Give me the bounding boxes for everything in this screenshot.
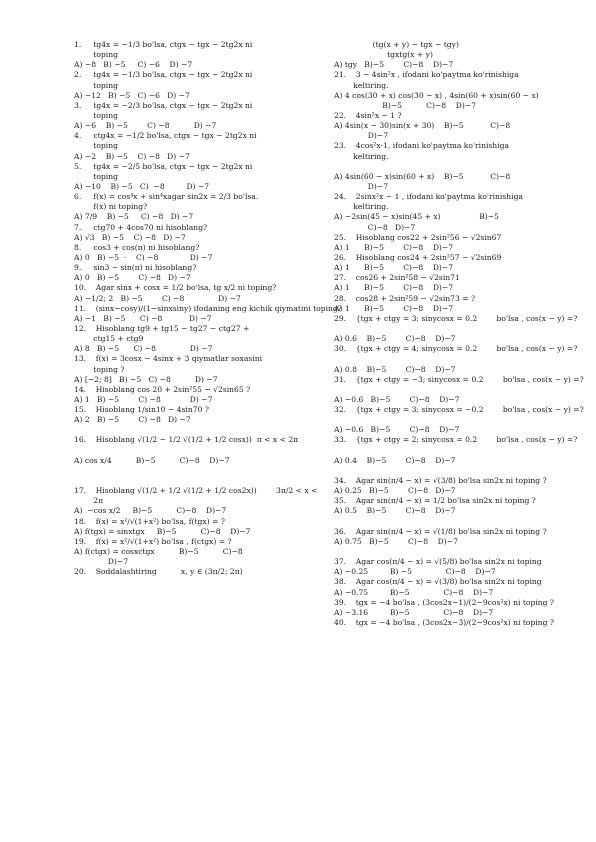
left-column-line: A) 2 B) −5 C) −8 D) −7 <box>74 415 191 425</box>
left-column-line: 12. Hisoblang tg9 + tg15 − tg27 − ctg27 + <box>74 323 250 333</box>
right-column-line: 31. {tgx + ctgy = −3; sinycosx = 0.2 bo'lsa , cos(x − y) =? <box>334 374 584 384</box>
left-column-line <box>74 425 302 435</box>
right-column-line: A) −2sin(45 − x)sin(45 + x) B)−5 <box>334 212 499 222</box>
right-column-line <box>334 385 570 395</box>
right-column-line: A) 0.5 B)−5 C)−8 D)−7 <box>334 506 456 516</box>
left-column-line: toping <box>74 171 118 181</box>
left-column-line: A) 0 B) −5 C) −8 D) −7 <box>74 273 191 283</box>
left-column-line: A) −8 B) −5 C) −6 D) −7 <box>74 60 193 70</box>
left-column-line: 9. sin3 − sin(π) ni hisoblang? <box>74 263 197 273</box>
right-column <box>334 40 584 628</box>
right-column-line: 21. 3 − 4sin²x , ifodani ko'paytma ko'rinishiga <box>334 70 519 80</box>
right-column-line: 32. {tgx + ctgy = 3; sinycosx = −0.2 bo'lsa , cos(x − y) =? <box>334 405 584 415</box>
left-column-line <box>74 476 302 486</box>
left-column-line: 7. ctg70 + 4cos70 ni hisoblang? <box>74 222 208 232</box>
right-column-line: 40. tgx = −4 bo'lsa , (3cos2x−3)/(2−9cos²x) ni toping ? <box>334 618 554 628</box>
left-column-line: 18. f(x) = x²/√(1+x²) bo'lsa, f(tgx) = ? <box>74 516 225 526</box>
right-column-line: A) 4sin(x − 30)sin(x + 30) B)−5 C)−8 <box>334 121 511 131</box>
right-column-line: 28. cos28 + 2sin²59 − √2sin73 = ? <box>334 293 476 303</box>
left-column-line: A) −10 B) −5 C) −8 D) −7 <box>74 181 210 191</box>
left-column-line: 16. Hisoblang √(1/2 − 1/2 √(1/2 + 1/2 cosx)) π < x < 2π <box>74 435 299 445</box>
right-column-line: 30. {tgx + ctgy = 4; sinycosx = 0.2 bo'lsa , cos(x − y) =? <box>334 344 578 354</box>
right-column-line <box>334 324 570 334</box>
right-column-line: D)−7 <box>334 181 389 191</box>
left-column-line: A) 8 B) −5 C) −8 D) −7 <box>74 344 213 354</box>
left-column-line: A) −2 B) −5 C) −8 D) −7 <box>74 151 190 161</box>
left-column-line: A) −1 B) −5 C) −8 D) −7 <box>74 313 212 323</box>
right-column-line: 23. 4cos²x-1, ifodani ko'paytma ko'rinishiga <box>334 141 510 151</box>
left-column-line <box>74 466 302 476</box>
right-column-line <box>334 162 570 172</box>
right-column-line: 37. Agar cos(π/4 − x) = √(5/8) bo'lsa sin2x ni toping <box>334 557 542 567</box>
left-column-line: A) −12 B) −5 C) −6 D) −7 <box>74 90 190 100</box>
right-column-line: A) −0.6 B)−5 C)−8 D)−7 <box>334 425 460 435</box>
right-column-line: 33. {tgx + ctgy = 2; sinycosx = 0.2 bo'lsa , cos(x − y) =? <box>334 435 578 445</box>
right-column-line: B)−5 C)−8 D)−7 <box>334 100 477 110</box>
left-column-line: 2. tg4x = −1/3 bo'lsa, ctgx − tgx − 2tg2x ni <box>74 70 253 80</box>
right-column-line: C)−8 D)−7 <box>334 222 416 232</box>
right-column-line: 24. 2sinx²x − 1 , ifodani ko'paytma ko'rinishiga <box>334 192 523 202</box>
left-column-line: A) [−2; 8] B) −5 C) −8 D) −7 <box>74 374 218 384</box>
right-column-line: A) 0.6 B)−5 C)−8 D)−7 <box>334 334 456 344</box>
left-column-line: 14. Hisoblang cos 20 + 2sin²55 − √2sin65 ? <box>74 384 251 394</box>
right-column-line: A) 0.8 B)−5 C)−8 D)−7 <box>334 364 456 374</box>
right-column-line: A) 1 B)−5 C)−8 D)−7 <box>334 263 454 273</box>
right-column-line: A) 1 B)−5 C)−8 D)−7 <box>334 242 454 252</box>
right-column-line <box>334 466 570 476</box>
left-column-line: 5. tg4x = −2/5 bo'lsa, ctgx − tgx − 2tg2x ni <box>74 161 253 171</box>
left-column-line: 19. f(x) = x²/√(1+x²) bo'lsa , f(ctgx) = ? <box>74 536 232 546</box>
left-column-line: toping <box>74 80 118 90</box>
left-column-line: 20. Soddalashtiring x, y ∈ (3π/2; 2π) <box>74 567 243 577</box>
right-column-line: keltiring. <box>334 80 389 90</box>
right-column-line: A) −3.16 B)−5 C)−8 D)−7 <box>334 607 494 617</box>
left-column-line: toping ? <box>74 364 125 374</box>
right-column-line: D)−7 <box>334 131 389 141</box>
left-column-line: A) f(ctgx) = cosxctgx B)−5 C)−8 <box>74 547 243 557</box>
right-column-line: keltiring. <box>334 151 389 161</box>
left-column-line: f(x) ni toping? <box>74 202 148 212</box>
left-column-line: A) 0 B) −5 · C) −8 D) −7 <box>74 252 213 262</box>
left-column-line: A) −1/2; 2 B) −5 C) −8 D) −7 <box>74 293 241 303</box>
left-column-line <box>74 446 302 456</box>
left-column-line: 10. Agar sinx + cosx = 1/2 bo'lsa, tg x/2 ni toping? <box>74 283 277 293</box>
left-column-line: 11. (sinx−cosy)/(1−sinxsiny) ifodaning eng kichik qiymatini toping? <box>74 303 342 313</box>
left-column-line: 13. f(x) = 3cosx − 4sinx + 3 qiymatlar soxasini <box>74 354 263 364</box>
right-column-line: tgxtg(x + y) <box>334 50 433 60</box>
right-column-line: 29. {tgx + ctgy = 3; sinycosx = 0.2 bo'lsa , cos(x − y) =? <box>334 313 578 323</box>
right-column-line <box>334 354 570 364</box>
left-column-line: 1. tg4x = −1/3 bo'lsa, ctgx − tgx − 2tg2x ni <box>74 40 253 49</box>
right-column-line: 22. 4sin²x − 1 ? <box>334 110 402 120</box>
right-column-line: A) 0.4 B)−5 C)−8 D)−7 <box>334 455 456 465</box>
right-column-line: A) 0.25 B)−5 C)−8 D)−7 <box>334 486 456 496</box>
left-column-line: 3. tg4x = −2/3 bo'lsa, ctgx − tgx − 2tg2x ni <box>74 100 253 110</box>
right-column-line: A) 0.75 B)−5 C)−8 D)−7 <box>334 536 458 546</box>
right-column-line: A) 4 cos(30 + x) cos(30 − x) , 4sin(60 + x)sin(60 − x) <box>334 90 539 100</box>
left-column-line: A) cos x/4 B)−5 C)−8 D)−7 <box>74 455 230 465</box>
right-column-line: A) −0.6 B)−5 C)−8 D)−7 <box>334 394 460 404</box>
left-column-line: 6. f(x) = cos⁴x + sin⁴xagar sin2x = 2/3 bo'lsa. <box>74 192 259 202</box>
right-column-line: keltiring. <box>334 202 389 212</box>
right-column-line: 25. Hisoblang cos22 + 2sin²56 − √2sin67 <box>334 232 502 242</box>
right-column-line: 36. Agar sin(π/4 − x) = √(1/8) bo'lsa sin2x ni toping ? <box>334 526 547 536</box>
left-column-line: A) 1 B) −5 C) −8 D) −7 <box>74 394 213 404</box>
right-column-line: A) −0.75 B)−5 C)−8 D)−7 <box>334 587 494 597</box>
left-column-line: 2π <box>74 496 104 506</box>
right-column-line <box>334 446 570 456</box>
right-column-line: A) 1 B)−5 C)−8 D)−7 <box>334 303 454 313</box>
right-column-line: 34. Agar sin(π/4 − x) = √(3/8) bo'lsa sin2x ni toping ? <box>334 476 547 486</box>
left-column-line: A) f(tgx) = sinxtgx B)−5 C)−8 D)−7 <box>74 526 251 536</box>
left-column-line: A) √3 B) −5 C) −8 D) −7 <box>74 232 186 242</box>
left-column-line: ctg15 + ctg9 <box>74 334 144 344</box>
left-column-line: A) −6 B) −5 C) −8 D) −7 <box>74 121 217 131</box>
right-column-line <box>334 547 570 557</box>
left-column-line: A) −cos x/2 B)−5 C)−8 D)−7 <box>74 506 227 516</box>
right-column-line: A) 1 B)−5 C)−8 D)−7 <box>334 283 454 293</box>
right-column-line <box>334 517 570 527</box>
right-column-line: A) −0.25 B) −5 C)−8 D)−7 <box>334 567 496 577</box>
left-column-line: toping <box>74 50 118 60</box>
right-column-line: 39. tgx = −4 bo'lsa , (3cos2x−1)/(2−9cos²x) ni toping ? <box>334 597 554 607</box>
right-column-line: A) tgy B)−5 C)−8 D)−7 <box>334 60 454 70</box>
left-column-line: D)−7 <box>74 557 129 567</box>
left-column <box>74 40 342 577</box>
right-column-line: 27. cos26 + 2sin²58 − √2sin71 <box>334 273 460 283</box>
right-column-line: 38. Agar cos(π/4 − x) = √(3/8) bo'lsa sin2x ni toping <box>334 577 542 587</box>
left-column-line: toping <box>74 141 118 151</box>
right-column-line: 26. Hisoblang cos24 + 2sin²57 − √2sin69 <box>334 252 502 262</box>
right-column-line: A) 4sin(60 − x)sin(60 + x) B)−5 C)−8 <box>334 171 511 181</box>
right-column-line <box>334 415 570 425</box>
left-column-line: toping <box>74 110 118 120</box>
left-column-line: A) 7/9 B) −5 C) −8 D) −7 <box>74 212 194 222</box>
left-column-line: 8. cos3 + cos(π) ni hisoblang? <box>74 242 200 252</box>
left-column-line: 17. Hisoblang √(1/2 + 1/2 √(1/2 + 1/2 cos2x)) 3π/2 < x < <box>74 486 318 496</box>
right-column-line: 35. Agar sin(π/4 − x) = 1/2 bo'lsa sin2x ni toping ? <box>334 496 536 506</box>
right-column-line: (tg(x + y) − tgx − tgy) <box>334 40 459 49</box>
left-column-line: 15. Hisoblang 1/sin10 − 4sin70 ? <box>74 405 209 415</box>
left-column-line: 4. ctg4x = −1/2 bo'lsa, ctgx − tgx − 2tg2x ni <box>74 131 257 141</box>
